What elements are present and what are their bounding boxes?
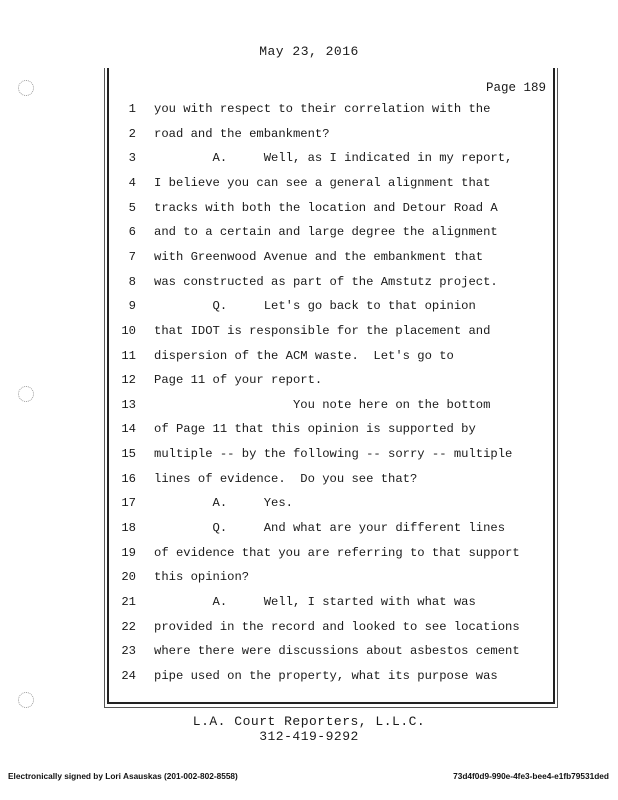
transcript-line (0, 299, 618, 319)
line-number: 9 (128, 299, 136, 314)
line-number: 17 (121, 496, 136, 511)
line-number: 14 (121, 422, 136, 437)
transcript-line (0, 349, 618, 369)
line-text: road and the embankment? (154, 126, 330, 141)
line-number: 5 (128, 200, 136, 215)
line-number: 19 (121, 545, 136, 560)
transcript-line (0, 324, 618, 344)
line-text: lines of evidence. Do you see that? (154, 471, 418, 486)
line-number: 18 (121, 521, 136, 536)
transcript-line (0, 644, 618, 664)
transcript-line (0, 151, 618, 171)
page-number-label: Page 189 (485, 81, 546, 95)
line-text: this opinion? (154, 570, 250, 585)
line-text: Page 11 of your report. (154, 373, 323, 388)
line-text: A. Well, as I indicated in my report, (154, 151, 513, 166)
line-number: 24 (121, 668, 136, 683)
line-text: you with respect to their correlation with the (154, 102, 491, 116)
electronic-signature-note: Electronically signed by Lori Asauskas (201-002-802-8558) (8, 771, 238, 781)
line-number: 4 (128, 175, 136, 190)
transcript-line (0, 496, 618, 516)
transcript-line (0, 201, 618, 221)
line-number: 15 (121, 447, 136, 462)
line-number: 20 (121, 570, 136, 585)
line-text: A. Yes. (154, 496, 293, 511)
line-text: that IDOT is responsible for the placement and (154, 323, 491, 338)
transcript-line (0, 127, 618, 147)
line-number: 13 (121, 397, 136, 412)
transcript-line (0, 620, 618, 640)
line-text: multiple -- by the following -- sorry -- multiple (154, 447, 513, 462)
line-number: 22 (121, 619, 136, 634)
line-text: pipe used on the property, what its purpose was (154, 668, 498, 683)
court-reporter-firm: L.A. Court Reporters, L.L.C. (192, 714, 426, 729)
transcript-line (0, 521, 618, 541)
transcript-line (0, 447, 618, 467)
line-text: of Page 11 that this opinion is supported by (154, 422, 476, 437)
transcript-line (0, 225, 618, 245)
line-text: where there were discussions about asbestos cement (154, 644, 520, 659)
line-number: 12 (121, 373, 136, 388)
line-text: A. Well, I started with what was (154, 595, 476, 609)
line-text: dispersion of the ACM waste. Let's go to (154, 348, 454, 363)
line-text: Q. And what are your different lines (154, 521, 506, 536)
document-id: 73d4f0d9-990e-4fe3-bee4-e1fb79531ded (453, 771, 609, 781)
line-text: with Greenwood Avenue and the embankment that (154, 249, 484, 264)
line-number: 8 (128, 274, 136, 289)
transcript-line (0, 570, 618, 590)
punch-hole-top (18, 80, 34, 96)
line-number: 23 (121, 644, 136, 659)
transcript-line (0, 472, 618, 492)
transcript-date: May 23, 2016 (259, 44, 359, 59)
line-text: I believe you can see a general alignment that (154, 175, 491, 190)
punch-hole-bottom (18, 692, 34, 708)
line-text: of evidence that you are referring to that support (154, 545, 520, 560)
line-text: provided in the record and looked to see locations (154, 619, 520, 634)
line-number: 21 (121, 595, 136, 609)
line-number: 1 (128, 102, 136, 116)
line-number: 16 (121, 471, 136, 486)
transcript-line (0, 546, 618, 566)
line-text: tracks with both the location and Detour Road A (154, 200, 498, 215)
line-number: 2 (128, 126, 136, 141)
line-number: 7 (128, 249, 136, 264)
transcript-line (0, 176, 618, 196)
line-number: 10 (121, 323, 136, 338)
transcript-line (0, 422, 618, 442)
line-text: and to a certain and large degree the alignment (154, 225, 498, 240)
line-text: was constructed as part of the Amstutz project. (154, 274, 498, 289)
line-text: Q. Let's go back to that opinion (154, 299, 476, 314)
line-number: 3 (128, 151, 136, 166)
transcript-line (0, 669, 618, 689)
transcript-line (0, 373, 618, 393)
transcript-line (0, 398, 618, 418)
line-text: You note here on the bottom (154, 397, 491, 412)
line-number: 11 (121, 348, 136, 363)
line-number: 6 (128, 225, 136, 240)
transcript-line (0, 102, 618, 122)
court-reporter-phone: 312-419-9292 (259, 729, 359, 744)
transcript-line (0, 250, 618, 270)
transcript-line (0, 275, 618, 295)
transcript-line (0, 595, 618, 615)
